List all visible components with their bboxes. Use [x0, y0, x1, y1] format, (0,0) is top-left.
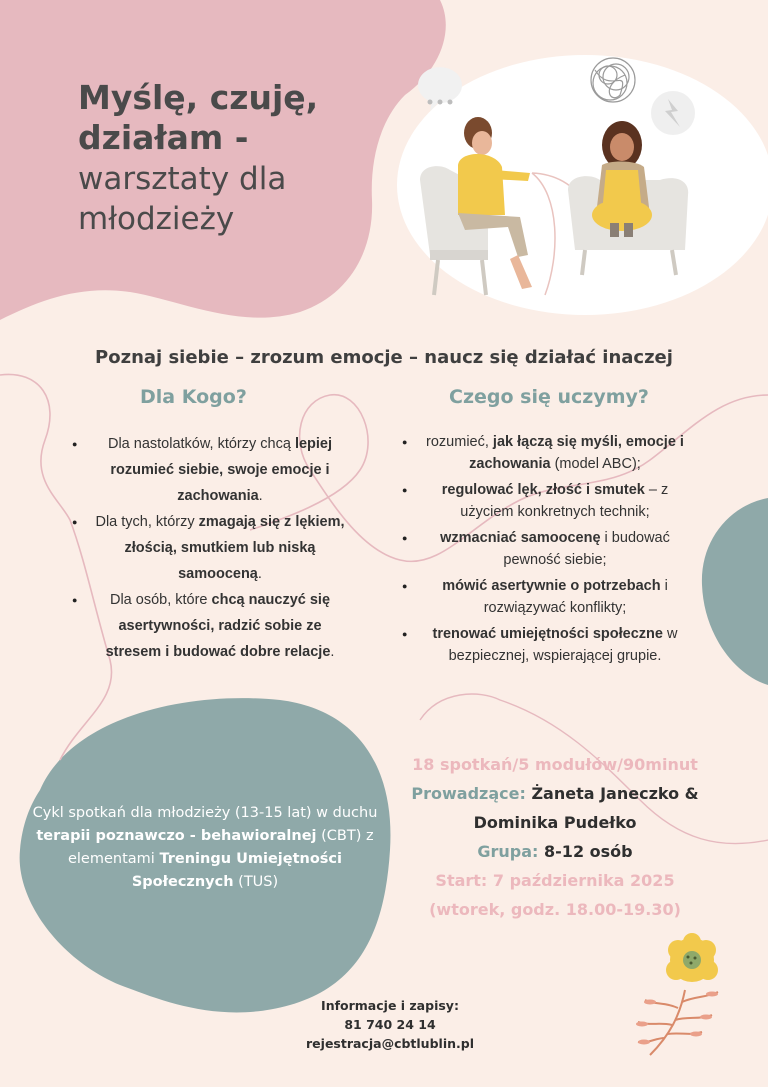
flower-decoration-icon [630, 930, 745, 1060]
list-item: ● mówić asertywnie o potrzebach i rozwiązywać konflikty; [402, 575, 694, 619]
tagline: Poznaj siebie – zrozum emocje – naucz się działać inaczej [95, 347, 673, 368]
who-list [78, 431, 346, 665]
speech-bubble-icon [418, 67, 462, 111]
who-heading: Dla Kogo? [140, 386, 247, 408]
lightning-bubble-icon [651, 91, 695, 135]
group-info: Grupa: 8-12 osób [477, 842, 633, 861]
list-item: ● Dla nastolatków, którzy chcą lepiej rozumieć siebie, swoje emocje i zachowania. [78, 431, 346, 509]
list-item: ● Dla tych, którzy zmagają się z lękiem, złością, smutkiem lub niską samooceną. [78, 509, 346, 587]
title-bold-line-2: działam - [78, 118, 249, 157]
title-regular-line-2: młodzieży [78, 201, 235, 237]
learn-list [402, 431, 694, 671]
sessions-info: 18 spotkań/5 modułów/90minut [412, 755, 698, 774]
title-bold-line-1: Myślę, czuję, [78, 78, 319, 117]
list-item: ● Dla osób, które chcą nauczyć się asertywności, radzić sobie ze stresem i budować dobre relacje. [78, 587, 346, 665]
contact-info [260, 996, 520, 1053]
thought-scribble-icon [591, 58, 635, 102]
list-item: ● regulować lęk, złość i smutek – z użyciem konkretnych technik; [402, 479, 694, 523]
start-date: Start: 7 października 2025 [435, 871, 675, 890]
contact-email[interactable]: rejestracja@cbtlublin.pl [306, 1036, 474, 1051]
therapist-figure [458, 117, 532, 289]
page-title [78, 78, 398, 238]
contact-label: Informacje i zapisy: [321, 998, 459, 1013]
list-item: ● rozumieć, jak łączą się myśli, emocje i zachowania (model ABC); [402, 431, 694, 475]
start-detail: (wtorek, godz. 18.00-19.30) [429, 900, 681, 919]
cycle-description: Cykl spotkań dla młodzieży (13-15 lat) w duchu terapii poznawczo - behawioralnej (CBT) z elementami Treningu Umiejętności Społecznych (TUS) [32, 805, 378, 890]
title-regular-line-1: warsztaty dla [78, 161, 287, 197]
leaders-info: Prowadzące: Żaneta Janeczko & Dominika Pudełko [411, 784, 699, 832]
teen-figure [592, 121, 652, 237]
list-item: ● wzmacniać samoocenę i budować pewność siebie; [402, 527, 694, 571]
list-item: ● trenować umiejętności społeczne w bezpiecznej, wspierającej grupie. [402, 623, 694, 667]
therapist-and-teen-illustration [410, 55, 740, 305]
teal-blob-right [702, 498, 768, 685]
learn-heading: Czego się uczymy? [449, 386, 649, 408]
event-details [400, 750, 710, 924]
contact-phone: 81 740 24 14 [344, 1017, 436, 1032]
